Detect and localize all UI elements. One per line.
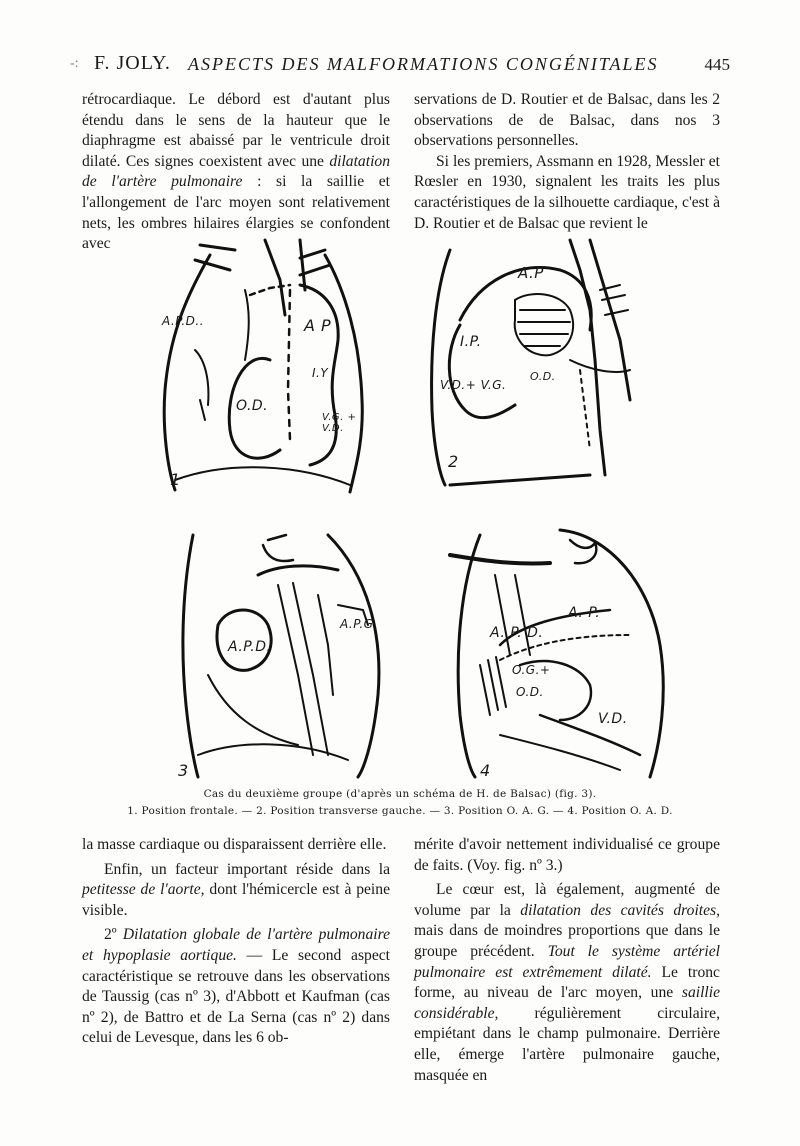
emphasis: Tout le système artériel pulmonaire est extrêmement dilaté. xyxy=(414,942,720,981)
fig4-label-og: O.G.+ xyxy=(512,663,551,677)
fig3-label-apd: A.P.D. xyxy=(228,639,272,655)
figure-4-drawing xyxy=(440,515,670,780)
section-heading: Dilatation globale de l'artère pulmonaire et hypoplasie aortique. xyxy=(82,926,391,964)
emphasis: dilatation des cavités droites, xyxy=(520,901,721,919)
page-number: 445 xyxy=(704,55,730,74)
paragraph: 2º Dilatation globale de l'artère pulmonaire et hypoplasie aortique. — Le second aspect caractéristique se retrouve dans les observations de Taussig (cas nº 3), d'Abbott et Kaufman (cas nº 2), de Battro et de La Serna (cas nº 2) dans celui de Levesque, dans les 6 ob- xyxy=(82,926,391,1047)
fig2-label-vd-vg: V.D.+ V.G. xyxy=(440,378,507,392)
figure-1-frontal xyxy=(150,230,380,500)
fig1-label-od: O.D. xyxy=(236,398,269,414)
emphasis: petitesse de l'aorte, xyxy=(82,881,205,899)
fig1-label-ap: A P xyxy=(304,316,332,335)
figure-4-oad xyxy=(440,515,670,780)
paragraph: servations de D. Routier et de Balsac, dans les 2 observations de de Balsac, dans nos 3 observations personnelles. xyxy=(414,91,720,150)
text-column-left-bottom xyxy=(82,835,390,1049)
paragraph: Si les premiers, Assmann en 1928, Messler et Rœsler en 1930, signalent les traits les plus caractéristiques de la silhouette cardiaque, c'est à D. Routier et de Balsac que revient le xyxy=(414,152,720,232)
fig1-label-vg-vd: V.G. + V.D. xyxy=(322,412,357,434)
fig2-label-od: O.D. xyxy=(530,370,556,383)
figure-number: 4 xyxy=(480,761,491,780)
fig4-label-vd: V.D. xyxy=(598,711,628,727)
paragraph: mérite d'avoir nettement individualisé ce groupe de faits. (Voy. fig. nº 3.) xyxy=(414,836,720,874)
fig1-label-apd: A.P.D.. xyxy=(162,314,205,328)
fig4-label-ap: A. P. xyxy=(568,605,601,621)
figure-number: 2 xyxy=(448,452,459,471)
page-header xyxy=(60,50,730,80)
running-author: F. JOLY. xyxy=(94,52,171,74)
figure-number: 3 xyxy=(178,761,189,780)
figure-1-drawing xyxy=(150,230,380,500)
text-column-right-bottom xyxy=(414,835,720,1086)
paragraph: Le cœur est, là également, augmenté de volume par la dilatation des cavités droites, mais dans de moindres proportions que dans le groupe précédent. Tout le système artériel pulmonaire est extrêmement dilaté. Le tronc forme, au niveau de l'arc moyen, une saillie considérable, régulièrement circulaire, empiétant dans le champ pulmonaire. Derrière elle, émerge l'artère pulmonaire gauche, masquée en xyxy=(414,881,721,1084)
figure-3-drawing xyxy=(168,515,398,780)
margin-mark: -: xyxy=(70,56,79,71)
fig4-label-apd: A. P. D. xyxy=(490,625,544,641)
fig4-label-od: O.D. xyxy=(516,685,544,699)
paragraph: rétrocardiaque. Le débord est d'autant plus étendu dans le sens de la hauteur que le diaphragme est abaissé par le ventricule droit dilaté. Ces signes coexistent avec une dilatation de l'artère pulmonaire : si la saillie et l'allongement de l'arc moyen sont relativement nets, les ombres hilaires élargies se confondent avec xyxy=(82,91,390,253)
fig2-label-ip: I.P. xyxy=(460,334,482,350)
figure-3-oag xyxy=(168,515,398,780)
fig1-label-iy: I.Y xyxy=(312,366,329,380)
figure-caption-line-2: 1. Position frontale. — 2. Position transverse gauche. — 3. Position O. A. G. — 4. Position O. A. D. xyxy=(127,805,673,817)
paragraph: Enfin, un facteur important réside dans la petitesse de l'aorte, dont l'hémicercle est à peine visible. xyxy=(82,860,390,919)
figure-number: 1 xyxy=(170,470,181,489)
emphasis: dilatation de l'artère pulmonaire xyxy=(82,152,390,191)
fig2-label-ap: A.P xyxy=(518,264,544,282)
figure-caption-line-1: Cas du deuxième groupe (d'après un schéma de H. de Balsac) (fig. 3). xyxy=(203,788,597,800)
paragraph: la masse cardiaque ou disparaissent derrière elle. xyxy=(82,836,387,853)
text-column-right-top xyxy=(414,90,720,234)
fig3-label-apg: A.P.G. xyxy=(340,617,378,631)
running-title: ASPECTS DES MALFORMATIONS CONGÉNITALES xyxy=(188,54,659,74)
emphasis: saillie considérable, xyxy=(414,984,720,1022)
figure-2-left-transverse xyxy=(420,230,650,500)
